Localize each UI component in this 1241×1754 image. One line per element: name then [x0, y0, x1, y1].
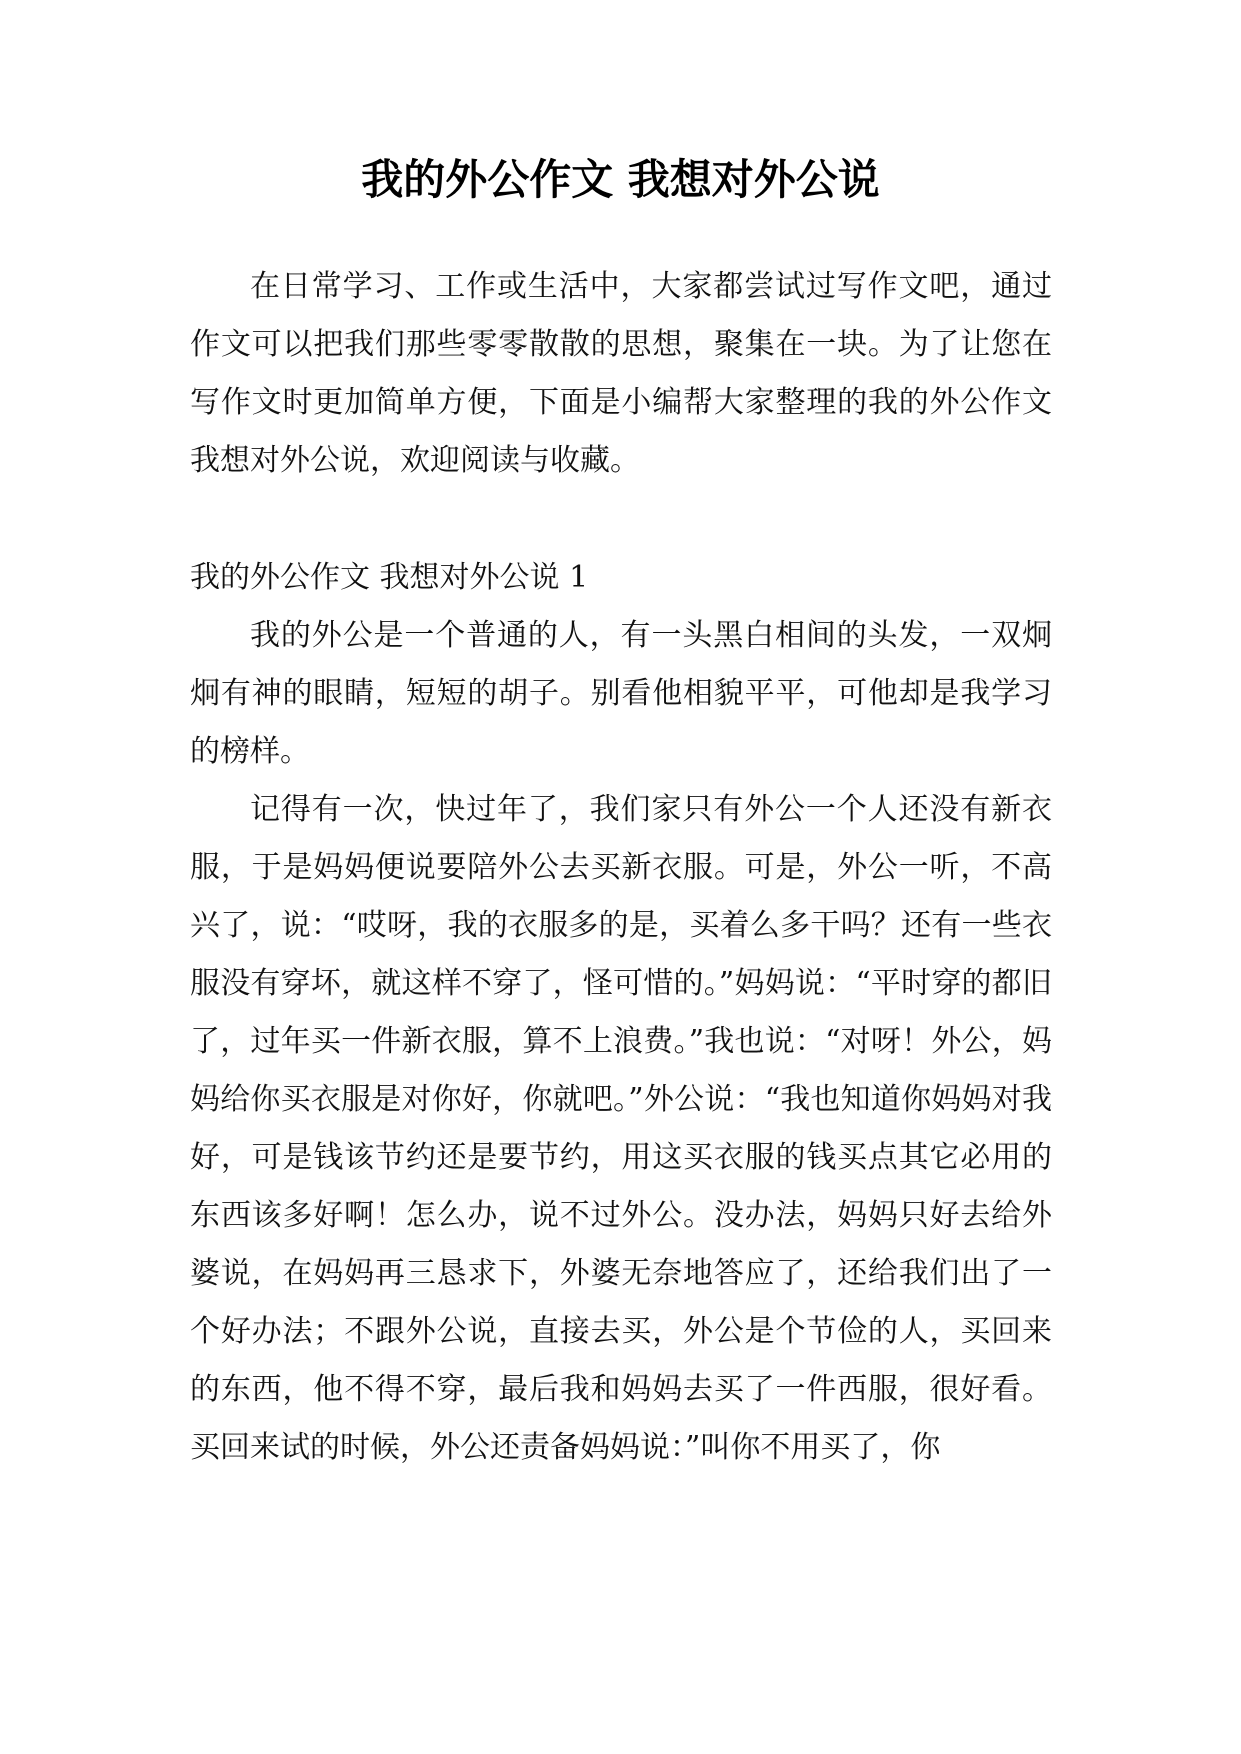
body-paragraph-2: 记得有一次，快过年了，我们家只有外公一个人还没有新衣服，于是妈妈便说要陪外公去买新衣服。可是，外公一听，不高兴了，说：“哎呀，我的衣服多的是，买着么多干吗？还有一些衣服没有穿坏，就这样不穿了，怪可惜的。”妈妈说：“平时穿的都旧了，过年买一件新衣服，算不上浪费。”我也说：“对呀！外公，妈妈给你买衣服是对你好，你就吧。”外公说：“我也知道你妈妈对我好，可是钱该节约还是要节约，用这买衣服的钱买点其它必用的东西该多好啊！怎么办，说不过外公。没办法，妈妈只好去给外婆说，在妈妈再三恳求下，外婆无奈地答应了，还给我们出了一个好办法；不跟外公说，直接去买，外公是个节俭的人，买回来的东西，他不得不穿，最后我和妈妈去买了一件西服，很好看。买回来试的时候，外公还责备妈妈说：”叫你不用买了，你: [190, 792, 1052, 1465]
section-title: 我的外公作文 我想对外公说 1: [190, 560, 589, 595]
intro-paragraph: 在日常学习、工作或生活中，大家都尝试过写作文吧，通过作文可以把我们那些零零散散的思想，聚集在一块。为了让您在写作文时更加简单方便，下面是小编帮大家整理的我的外公作文 我想对外公说，欢迎阅读与收藏。: [190, 269, 1052, 478]
document-body: [190, 258, 1052, 1477]
body-paragraph-1: 我的外公是一个普通的人，有一头黑白相间的头发，一双炯炯有神的眼睛，短短的胡子。别看他相貌平平，可他却是我学习的榜样。: [190, 618, 1052, 769]
document-title: 我的外公作文 我想对外公说: [361, 155, 880, 204]
